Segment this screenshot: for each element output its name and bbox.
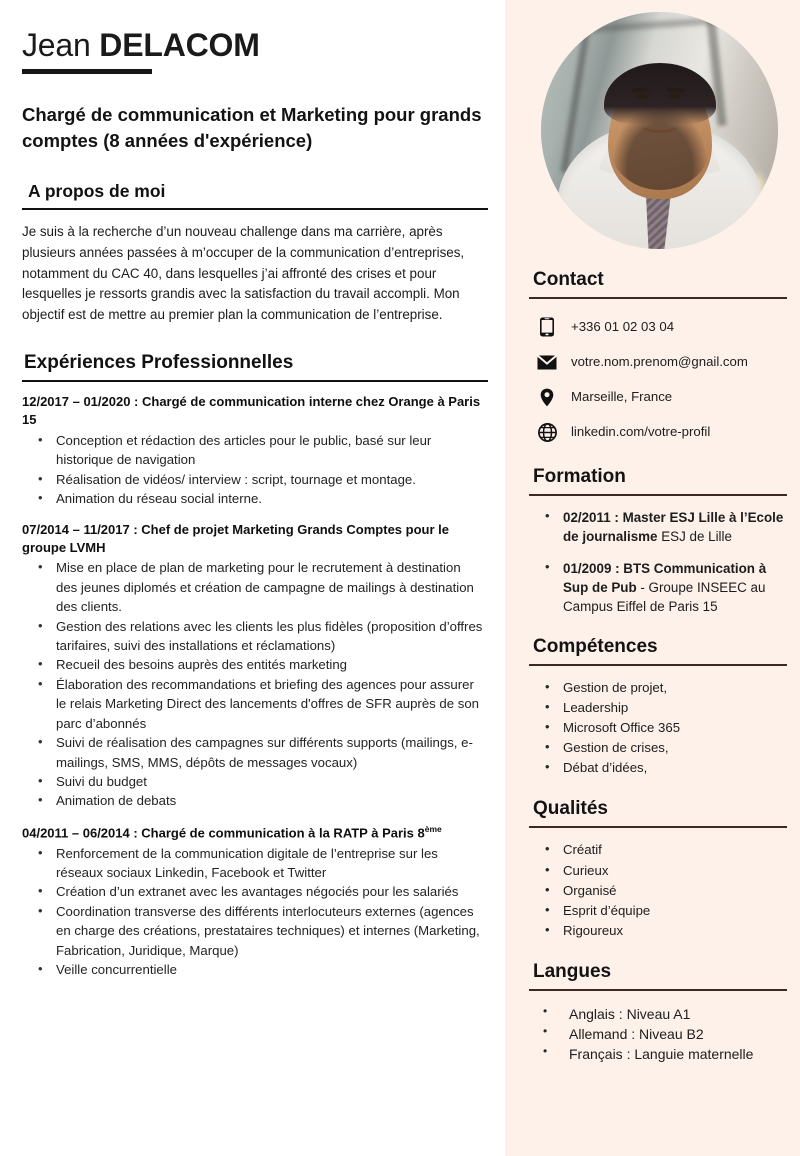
skill-item: • Microsoft Office 365 [533, 718, 784, 738]
languages-list [527, 1004, 784, 1065]
list-item: • Mise en place de plan de marketing pour le recrutement à destination des jeunes diplomés et création de campagne de mailings à destination des clients. [22, 558, 483, 616]
list-item: • Création d’un extranet avec les avantages négociés pour les salariés [22, 882, 483, 901]
about-text: Je suis à la recherche d’un nouveau challenge dans ma carrière, après plusieurs années passées à m’occuper de la communication d’entreprises, notamment du CAC 40, dans lesquelles j’ai affronté des crises et pour lesquelles je ressorts grandis avec la satisfaction du travail accompli. Mon objectif est de mettre au premier plan la communication de l’entreprise. [22, 224, 465, 323]
about-section [22, 181, 483, 326]
formation-item-degree: 02/2011 : Master ESJ Lille à l’Ecole de journalisme [563, 510, 784, 545]
contact-row[interactable] [537, 348, 784, 376]
skills-section [527, 636, 784, 778]
formation-item-degree: 01/2009 : BTS Communication à Sup de Pub [563, 561, 767, 596]
contact-value: linkedin.com/votre-profil [571, 424, 711, 440]
language-item: • Français : Languie maternelle [527, 1044, 784, 1064]
skills-section-divider [529, 664, 787, 666]
list-item: • Conception et rédaction des articles pour le public, basé sur leur historique de navigation [22, 431, 483, 470]
contact-row[interactable] [537, 418, 784, 446]
job-headline: Chargé de communication et Marketing pour grands comptes (8 années d'expérience) [22, 103, 482, 152]
contact-row[interactable] [537, 313, 784, 341]
formation-section [527, 466, 784, 616]
skills-list [527, 678, 784, 778]
first-name: Jean [22, 27, 91, 63]
list-item: • Coordination transverse des différents interlocuteurs externes (agences en charge des créations, prestataires techniques) et internes (Marketing, Fabrication, Juridique, Marque) [22, 902, 483, 960]
skills-section-title: Compétences [533, 636, 658, 658]
contact-section-divider [529, 297, 787, 299]
skill-item: • Débat d’idées, [533, 758, 784, 778]
experience-item [22, 823, 483, 980]
languages-section-title: Langues [533, 960, 612, 982]
name-underline [22, 69, 152, 74]
experience-item [22, 393, 483, 509]
skill-item: • Leadership [533, 698, 784, 718]
contact-section [527, 269, 784, 446]
experience-list [22, 393, 483, 979]
experience-heading: 04/2011 – 06/2014 : Chargé de communication à la RATP à Paris 8ème [22, 823, 442, 841]
quality-item: • Créatif [533, 840, 784, 860]
page-title [22, 28, 483, 63]
contact-section-title: Contact [533, 269, 604, 290]
languages-section-divider [529, 989, 787, 991]
qualities-section [527, 798, 784, 940]
formation-item [533, 559, 784, 616]
name-block [22, 28, 483, 74]
experience-item [22, 521, 483, 811]
qualities-list [527, 840, 784, 940]
envelope-icon [537, 352, 557, 372]
experience-bullets [22, 844, 483, 980]
avatar [541, 12, 778, 249]
list-item: • Suivi du budget [22, 772, 483, 791]
list-item: • Veille concurrentielle [22, 960, 483, 979]
formation-section-divider [529, 494, 787, 496]
experience-heading: 07/2014 – 11/2017 : Chef de projet Marketing Grands Comptes pour le groupe LVMH [22, 521, 449, 555]
list-item: • Renforcement de la communication digitale de l’entreprise sur les réseaux sociaux Linkedin, Facebook et Twitter [22, 844, 483, 883]
skill-item: • Gestion de projet, [533, 678, 784, 698]
contact-value: Marseille, France [571, 389, 673, 405]
formation-section-title: Formation [533, 466, 626, 487]
list-item: • Animation du réseau social interne. [22, 489, 483, 508]
language-item: • Anglais : Niveau A1 [527, 1004, 784, 1024]
language-item: • Allemand : Niveau B2 [527, 1024, 784, 1044]
phone-icon [537, 317, 557, 337]
quality-item: • Rigoureux [533, 921, 784, 941]
experience-bullets [22, 558, 483, 810]
list-item: • Suivi de réalisation des campagnes sur différents supports (mailings, e-mailings, SMS, MMS, dépôts de messages vocaux) [22, 733, 483, 772]
experience-bullets [22, 431, 483, 509]
quality-item: • Curieux [533, 861, 784, 881]
list-item: • Élaboration des recommandations et briefing des agences pour assurer le relais Marketing Direct des lancements d'offres de SFR auprès de son parc d’abonnés [22, 675, 483, 733]
contact-list [527, 313, 784, 446]
formation-item-detail: - Groupe INSEEC au Campus Eiffel de Paris 15 [563, 580, 766, 615]
list-item: • Réalisation de vidéos/ interview : script, tournage et montage. [22, 470, 483, 489]
list-item: • Animation de debats [22, 791, 483, 810]
quality-item: • Esprit d’équipe [533, 901, 784, 921]
last-name: DELACOM [99, 27, 260, 63]
contact-value: +336 01 02 03 04 [571, 319, 675, 335]
location-pin-icon [537, 387, 557, 407]
qualities-section-divider [529, 826, 787, 828]
contact-row[interactable] [537, 383, 784, 411]
formation-list [527, 508, 784, 616]
formation-item [533, 508, 784, 546]
experience-section-title: Expériences Professionnelles [24, 352, 294, 373]
experience-section [22, 352, 483, 979]
experience-heading: 12/2017 – 01/2020 : Chargé de communication interne chez Orange à Paris 15 [22, 394, 481, 428]
contact-value: votre.nom.prenom@gnail.com [571, 354, 748, 370]
list-item: • Gestion des relations avec les clients les plus fidèles (proposition d’offres tarifaires, suivi des installations et réclamations) [22, 617, 483, 656]
experience-section-divider [22, 380, 488, 382]
about-section-divider [22, 208, 488, 210]
globe-icon [537, 422, 557, 442]
about-section-title: A propos de moi [28, 181, 166, 202]
experience-heading-superscript: ème [424, 823, 442, 834]
qualities-section-title: Qualités [533, 798, 608, 820]
list-item: • Recueil des besoins auprès des entités marketing [22, 655, 483, 674]
formation-item-detail: ESJ de Lille [657, 529, 732, 545]
languages-section [527, 961, 784, 1065]
right-sidebar [505, 0, 800, 1156]
profile-photo [541, 12, 778, 249]
skill-item: • Gestion de crises, [533, 738, 784, 758]
quality-item: • Organisé [533, 881, 784, 901]
